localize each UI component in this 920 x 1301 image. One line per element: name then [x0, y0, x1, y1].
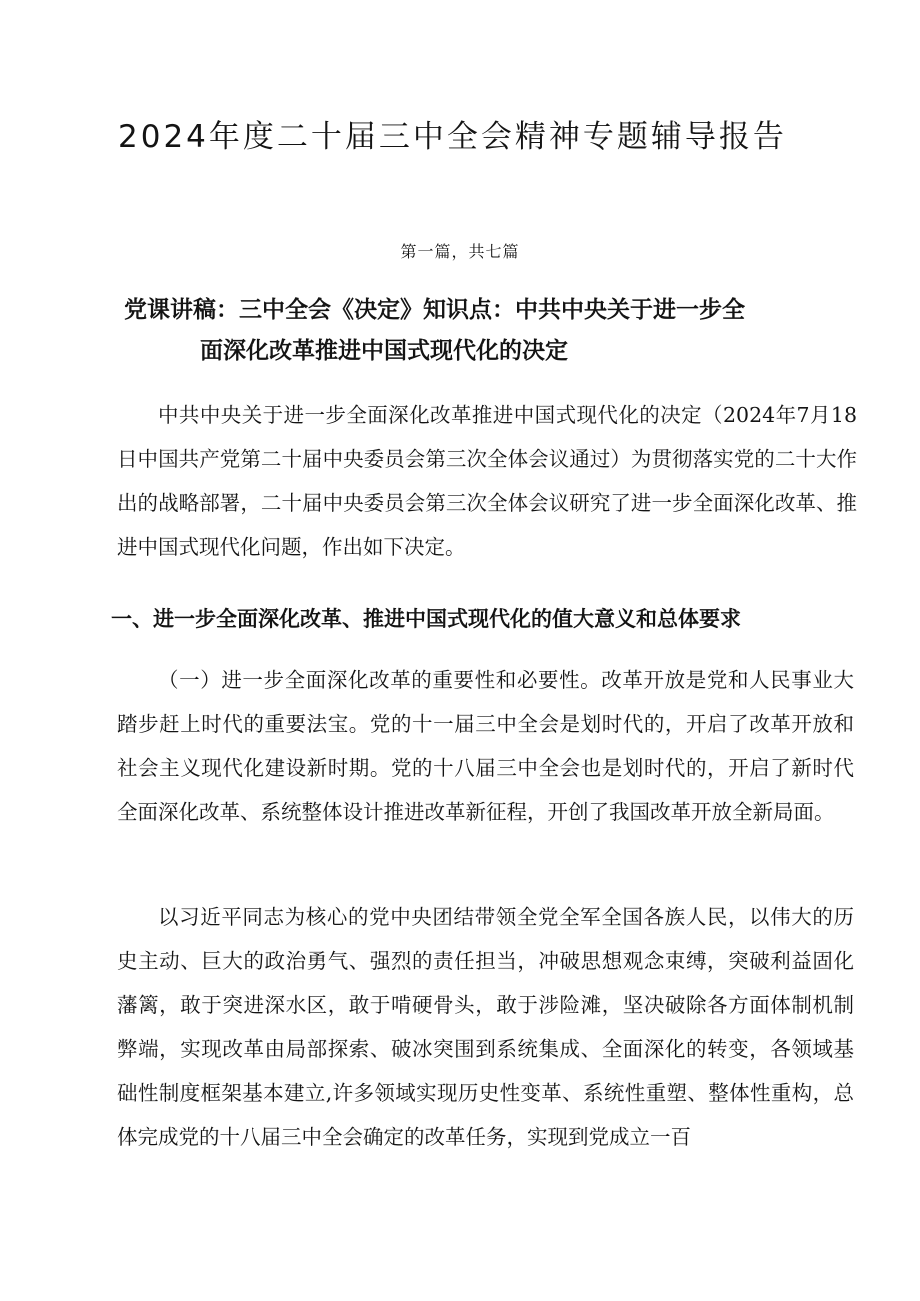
part-label: 第一篇，共七篇	[400, 242, 520, 261]
article-title-line-2: 面深化改革推进中国式现代化的决定	[200, 338, 568, 364]
body-paragraph: 以习近平同志为核心的党中央团结带领全党全军全国各族人民，以伟大的历史主动、巨大的政治勇气、强烈的责任担当，冲破思想观念束缚，突破利益固化藩篱，敢于突进深水区，敢于啃硬骨头，敢于涉险滩，坚决破除各方面体制机制弊端，实现改革由局部探索、破冰突围到系统集成、全面深化的转变，各领域基础性制度框架基本建立,许多领域实现历史性变革、系统性重塑、整体性重构，总体完成党的十八届三中全会确定的改革任务，实现到党成立一百	[117, 905, 854, 1149]
article-title-line-1: 党课讲稿：三中全会《决定》知识点：中共中央关于进一步全	[124, 297, 745, 323]
article-title	[124, 290, 859, 372]
body-paragraph: （一）进一步全面深化改革的重要性和必要性。改革开放是党和人民事业大踏步赶上时代的重要法宝。党的十一届三中全会是划时代的，开启了改革开放和社会主义现代化建设新时期。党的十八届三中全会也是划时代的，开启了新时代全面深化改革、系统整体设计推进改革新征程，开创了我国改革开放全新局面。	[117, 668, 854, 824]
section-heading: 一、进一步全面深化改革、推进中国式现代化的值大意义和总体要求	[111, 607, 741, 631]
document-title: 2024年度二十届三中全会精神专题辅导报告	[118, 119, 787, 155]
intro-paragraph: 中共中央关于进一步全面深化改革推进中国式现代化的决定（2024年7月18日中国共产党第二十届中央委员会第三次全体会议通过）为贯彻落实党的二十大作出的战略部署，二十届中央委员会第三次全体会议研究了进一步全面深化改革、推进中国式现代化问题，作出如下决定。	[117, 403, 857, 559]
